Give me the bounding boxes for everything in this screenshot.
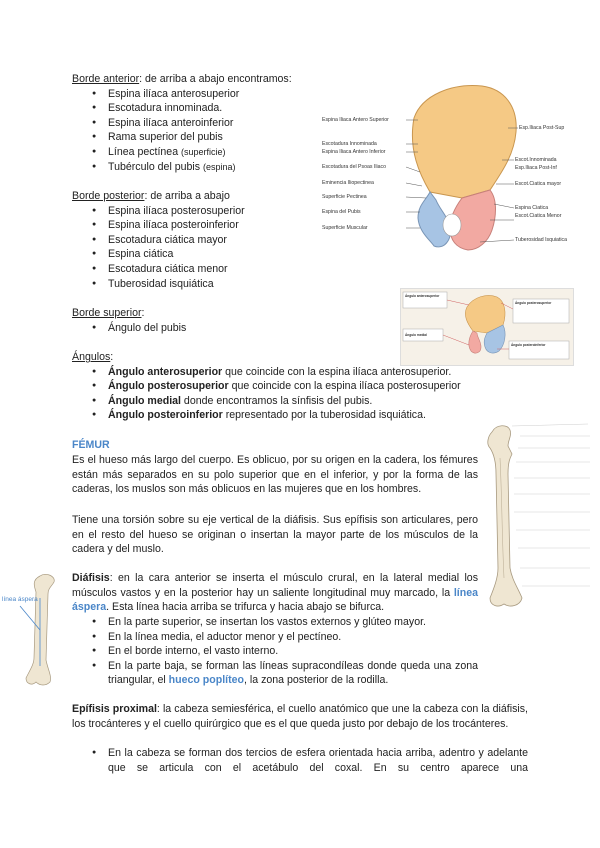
angulos-heading: Ángulos: xyxy=(72,351,114,363)
list-item: ● En la línea media, el aductor menor y el pectíneo. xyxy=(108,630,478,645)
femur-diagram xyxy=(478,418,596,614)
hip-label: Esp.Iliaca Post-Sup xyxy=(519,125,565,131)
list-item: ● Espina ciática xyxy=(108,247,312,262)
hip-label: Espina Iliaca Antero Superior xyxy=(322,117,389,123)
borde-superior-heading: Borde superior: xyxy=(72,307,145,319)
list-item: ● Ángulo medial donde encontramos la sínfisis del pubis. xyxy=(108,394,492,409)
hip-label: Superficie Muscular xyxy=(322,225,368,231)
diafisis-list xyxy=(108,615,478,688)
angulos-diagram xyxy=(400,288,574,366)
borde-posterior-list xyxy=(108,204,312,292)
borde-anterior-section xyxy=(72,72,312,174)
hip-label: Tuberosidad Isquiatica xyxy=(515,237,568,243)
borde-superior-list xyxy=(108,321,312,336)
list-item: ● En la parte baja, se forman las líneas supracondíleas donde queda una zona triangular, el hueco poplíteo, la zona posterior de la rodilla. xyxy=(108,659,478,688)
hip-label: Esp.Iliaca Post-Inf xyxy=(515,165,557,171)
list-item: ● Tubérculo del pubis (espina) xyxy=(108,160,312,175)
hip-label: Superficie Pectinea xyxy=(322,194,367,200)
borde-anterior-list xyxy=(108,87,312,175)
angle-label-anterosuperior: Ángulo anterosuperior xyxy=(405,294,440,298)
borde-posterior-section xyxy=(72,189,312,291)
hip-label: Escotadura del Psoas Iliaco xyxy=(322,164,387,170)
femur-heading: FÉMUR xyxy=(72,439,110,451)
epifisis-list xyxy=(108,746,528,775)
hip-label: Escotadura Innominada xyxy=(322,141,377,147)
coxal-diagram xyxy=(322,80,584,260)
femur-bone-illustration xyxy=(478,418,596,614)
hip-label: Escot.Ciatica Menor xyxy=(515,213,562,219)
list-item: ● En la parte superior, se insertan los vastos externos y glúteo mayor. xyxy=(108,615,478,630)
list-item: ● En el borde interno, el vasto interno. xyxy=(108,644,478,659)
femur-paragraph-2: Tiene una torsión sobre su eje vertical de la diáfisis. Sus epífisis son articulares, pero en el resto del hueso se originan o insertan la mayor parte de los músculos de la cadera y del muslo. xyxy=(72,514,478,556)
hip-label: Espina Ciatica xyxy=(515,205,549,211)
hip-label: Espina Iliaca Antero Inferior xyxy=(322,149,386,155)
list-item: ● Espina ilíaca anteroinferior xyxy=(108,116,312,131)
list-item: ● Ángulo posteroinferior representado por la tuberosidad isquiática. xyxy=(108,408,492,423)
linea-aspera-diagram xyxy=(0,570,72,690)
list-item: ● Ángulo posterosuperior que coincide con la espina ilíaca posterosuperior xyxy=(108,379,492,394)
borde-anterior-heading: Borde anterior: de arriba a abajo encontramos: xyxy=(72,73,292,85)
hip-label: Escot.Ciatica mayor xyxy=(515,181,562,187)
borde-posterior-heading: Borde posterior: de arriba a abajo xyxy=(72,190,230,202)
list-item: ● Espina ilíaca posterosuperior xyxy=(108,204,312,219)
linea-aspera-label: línea áspera xyxy=(2,596,38,603)
list-item: ● Tuberosidad isquiática xyxy=(108,277,312,292)
hip-label: Eminencia Iliopectinea xyxy=(322,180,374,186)
angle-label-medial: Ángulo medial xyxy=(405,333,427,337)
list-item: ● Rama superior del pubis xyxy=(108,130,312,145)
angulos-list xyxy=(108,365,492,423)
angle-label-posteroinferior: Ángulo posteroinferior xyxy=(511,343,546,347)
list-item: ● Línea pectínea (superficie) xyxy=(108,145,312,160)
epifisis-paragraph: Epífisis proximal: la cabeza semiesférica, el cuello anatómico que une la cabeza con la diáfisis, los trocánteres y el cuello quirúrgico que es el que queda justo por debajo de los trocánteres. xyxy=(72,703,528,730)
list-item: ● En la cabeza se forman dos tercios de esfera orientada hacia arriba, adentro y adelante que se articula con el acetábulo del coxal. En su centro aparece una xyxy=(108,746,528,775)
list-item: ● Escotadura ciática mayor xyxy=(108,233,312,248)
list-item: ● Escotadura innominada. xyxy=(108,101,312,116)
list-item: ● Ángulo anterosuperior que coincide con la espina ilíaca anterosuperior. xyxy=(108,365,492,380)
diafisis-paragraph: Diáfisis: en la cara anterior se inserta el músculo crural, en la lateral medial los músculos vastos y en la posterior hay un saliente longitudinal muy marcado, la línea áspera. Esta línea hacia arriba se trifurca y hacia abajo se bifurca. xyxy=(72,572,478,614)
femur-small-illustration xyxy=(0,570,72,690)
list-item: ● Ángulo del pubis xyxy=(108,321,312,336)
hip-label: Espina del Pubis xyxy=(322,209,361,215)
hip-label: Escot.Innominada xyxy=(515,157,557,163)
list-item: ● Espina ilíaca posteroinferior xyxy=(108,218,312,233)
list-item: ● Escotadura ciática menor xyxy=(108,262,312,277)
femur-paragraph-1: Es el hueso más largo del cuerpo. Es oblicuo, por su origen en la cadera, los fémures están más separados en su polo superior que en el inferior, y por la forma de las caderas, los muslos son más oblicuos en las mujeres que en los hombres. xyxy=(72,454,478,496)
list-item: ● Espina ilíaca anterosuperior xyxy=(108,87,312,102)
angle-label-posterosuperior: Ángulo posterosuperior xyxy=(515,301,552,305)
borde-superior-section xyxy=(72,306,312,335)
